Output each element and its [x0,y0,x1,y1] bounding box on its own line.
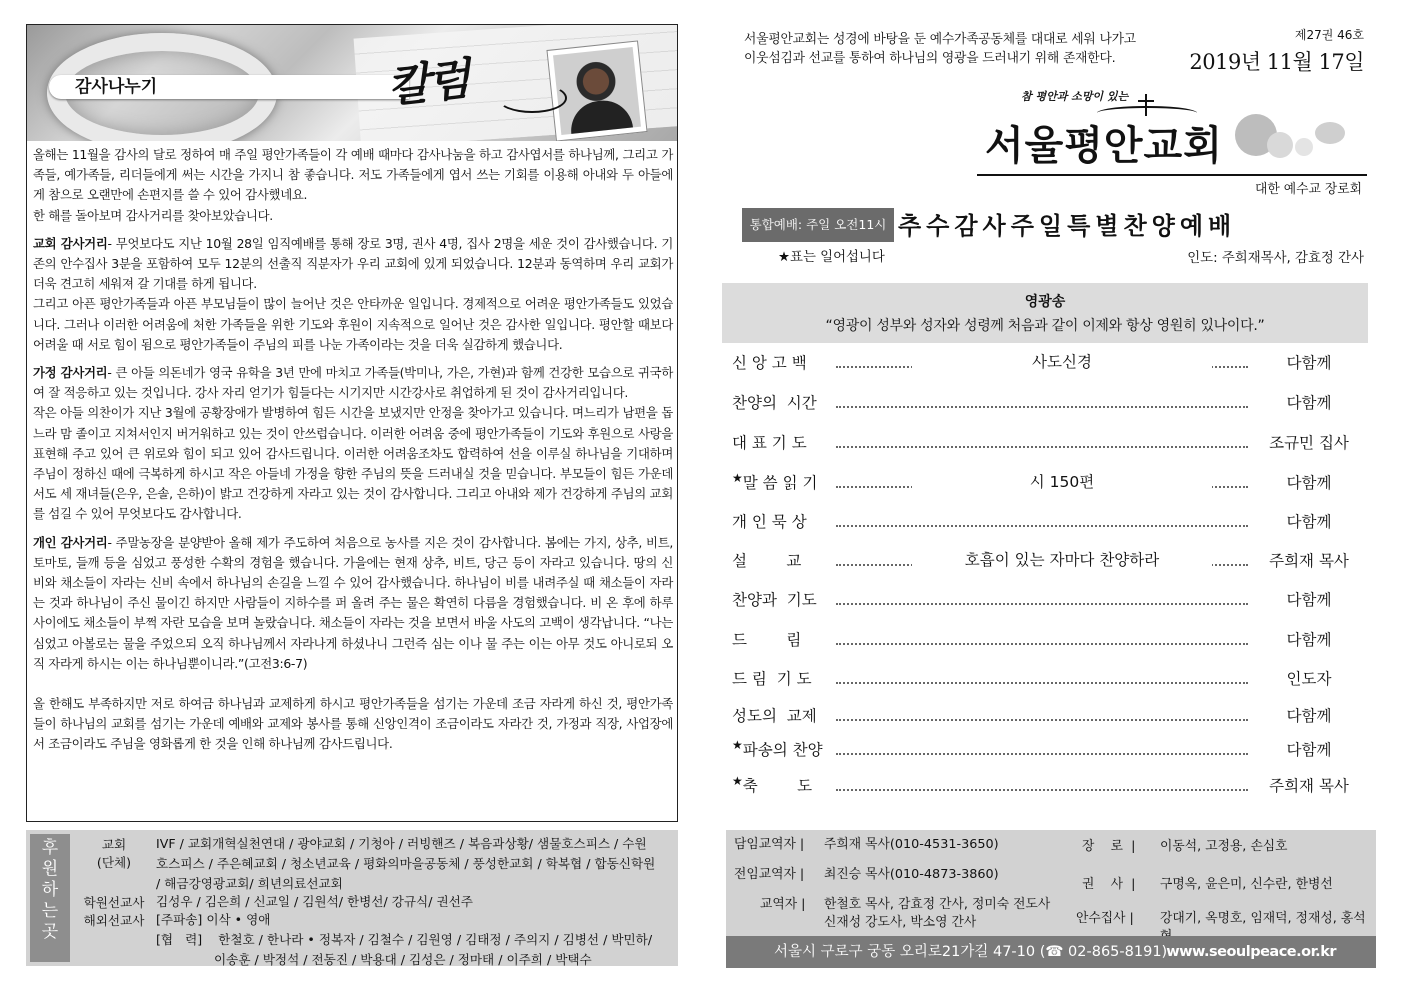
staff-value: 구명옥, 윤은미, 신수란, 한병선 [1160,877,1333,892]
church-name: 서울평안교회 [985,123,1223,169]
staff-label: 권 사 | [1082,877,1136,892]
family-heading: 가정 감사거리 [33,365,108,381]
staff-value: 한철호 목사, 감효정 간사, 정미숙 전도사 [824,897,1051,912]
missionary-label: 학원선교사 해외선교사 [83,895,145,928]
order-item-name: ★파송의 찬양 [732,738,823,759]
order-item-name: 개 인 묵 상 [732,513,807,531]
order-row [732,510,1368,538]
order-item-name: 찬양과 기도 [732,591,817,609]
family-paragraph-2: 작은 아들 의찬이가 지난 3월에 공황장애가 발병하여 힘든 시간을 보냈지만 안정을 찾아가고 있습니다. 며느리가 남편을 돕느라 맘 졸이고 지쳐서인지 버거워하고 있는 것이 안쓰럽습니다. 이러한 어려움 중에 평안가족들이 기도와 후원으로 사랑을 표현해 주고 있어 큰 위로와 힘이 되고 있어 감사드립니다. 이러한 어려움조차도 합력하여 선을 이루실 하나님을 기대하며 주님이 정하신 때에 극복하게 하시고 작은 아들네 가정을 향한 주님의 뜻을 드러내실 것을 믿습니다. 부모들이 힘든 가운데서도 세 재녀들(은우, 은솔, 은하)이 밝고 건강하게 자라고 있는 것이 감사합니다. 그리고 아내와 제가 건강하게 주님의 교회를 섬길 수 있어 무엇보다도 감사합니다. [33,405,673,522]
order-item-leader: 다함께 [1286,591,1332,609]
mission-statement: 서울평안교회는 성경에 바탕을 둔 예수가족공동체를 대대로 세워 나가고 이웃섬김과 선교를 통하여 하나님의 영광을 드러내기 위해 존재한다. [744,32,1136,66]
staff-label: 안수집사 | [1076,911,1134,926]
staff-label: 담임교역자 | [734,837,805,852]
order-row [732,628,1368,656]
bubble-decoration [1315,122,1345,144]
bubble-decoration [1267,132,1293,158]
order-row [732,774,1368,802]
staff-value: 신재성 강도사, 박소영 간사 [824,915,977,930]
order-item-detail: 시 150편 [912,470,1212,492]
staff-label: 장 로 | [1082,839,1136,854]
order-item-leader: 다함께 [1286,631,1332,649]
order-item-leader: 인도자 [1286,670,1332,688]
left-page [26,24,678,967]
order-row [732,549,1368,577]
cross-icon [1145,94,1147,116]
order-item-leader: 다함께 [1286,474,1332,492]
denomination: 대한 예수교 장로회 [1254,182,1362,197]
missionary-list-line: 이송훈 / 박정석 / 전동진 / 박용대 / 김성은 / 정마태 / 이주희 / 박택수 [214,952,592,967]
intro-paragraph: 올해는 11월을 감사의 달로 정하여 매 주일 평안가족들이 각 예배 때마다 감사나눔을 하고 감사엽서를 하나님께, 그리고 가족들, 예가족들, 리더들에게 써는 시간을 가지니 참 좋습니다. 저도 가족들에게 엽서 쓰는 기회를 이용해 아내와 두 아들에게 참으로 오랜만에 손편지를 쓸 수 있어 감사했네요. [33,147,673,203]
bubble-decoration [1295,138,1313,156]
church-heading: 교회 감사거리 [33,235,108,251]
personal-paragraph: 개인 감사거리- 주말농장을 분양받아 올해 제가 주도하여 처음으로 농사를 지은 것이 감사합니다. 봄에는 가지, 상추, 비트, 토마토, 들깨 등을 심었고 풍성한 수확의 경험을 했습니다. 가을에는 현재 상추, 비트, 당근 등이 자라고 있습니다. 땅의 신비와 채소들이 자라는 신비 속에서 하나님의 손길을 느낄 수 있어 감사했습니다. 하나님이 비를 내려주실 때 채소들이 자라는 것과 하나님이 주신 물이긴 하지만 사람들이 지하수를 퍼 올려 주는 물은 확연히 다름을 경험했습니다. 비 온 후에 하루 사이에도 채소들이 부쩍 자란 모습을 보며 놀랐습니다. 채소들이 자라는 것을 보면서 바울 사도의 고백이 생각납니다. “나는 심었고 아볼로는 물을 주었으되 오직 하나님께서 자라나게 하셨나니 그런즉 심는 이나 물 주는 이는 아무 것도 아니로되 오직 자라게 하시는 이는 하나님뿐이니라.”(고전3:6-7) [33,534,674,671]
leader-dots [836,643,1248,645]
leader-dots [836,525,1248,527]
church-paragraph-2: 그리고 아픈 평안가족들과 아픈 부모님들이 많이 늘어난 것은 안타까운 일입니다. 경제적으로 어려운 평안가족들도 있었습니다. 그러나 이러한 어려움에 처한 가족들을 위한 기도와 후원이 지속적으로 일어난 것은 감사한 일입니다. 평안할 때보다 어려울 때 서로 힘이 됨으로 평안가족들이 주님의 피를 나눈 가족이라는 것을 더욱 실감하게 했습니다. [33,296,673,352]
order-item-name: 드 림 [732,631,802,649]
staff-label: 전임교역자 | [734,867,805,882]
order-item-leader: 조규민 집사 [1269,434,1349,452]
order-row [732,667,1368,695]
church-paragraph: 교회 감사거리- 무엇보다도 지난 10월 28일 임직예배를 통해 장로 3명, 권사 4명, 집사 2명을 세운 것이 감사했습니다. 기존의 안수집사 3분을 포함하여 모두 12분의 선출직 직분자가 우리 교회에 있게 되었습니다. 12분과 동역하며 우리 교회가 더욱 견고히 세워져 갈 기대를 하게 됩니다. [33,235,674,292]
service-leaders: 인도: 주희재목사, 감효정 간사 [1187,251,1364,266]
star-icon: ★ [732,774,743,788]
column-script-title: 칼럼 [385,53,471,114]
order-row [732,738,1368,766]
church-logo [977,88,1367,178]
staff-value: 강대기, 옥명호, 임재덕, 정재성, 홍석 [1160,911,1366,926]
staff-box [726,830,1376,940]
gloria-text: “영광이 성부와 성자와 성령께 처음과 같이 이제와 항상 영원히 있나이다.” [825,318,1265,334]
missionary-list-line: 김성우 / 김은희 / 신교일 / 김원석/ 한병선/ 강규식/ 권선주 [156,894,473,909]
column-banner [27,25,677,141]
closing-paragraph: 올 한해도 부족하지만 저로 하여금 하나님과 교제하게 하시고 평안가족들을 섬기는 가운데 조금 자라게 하신 것, 평안가족들이 하나님의 교회를 섬기는 가운데 예배와 교제와 봉사를 통해 신앙인격이 조금이라도 자라간 것, 가정과 직장, 사업장에서 조금이라도 주님을 영화롭게 한 것을 인해 하나님께 감사드립니다. [33,696,673,752]
missionary-list-line: [협 력] 한철호 / 한나라 • 정복자 / 김철수 / 김원영 / 김태정 / 주의지 / 김병선 / 박민하/ [156,932,653,947]
missionary-list-line: [주파송] 이삭 • 영애 [156,912,271,927]
star-icon: ★ [732,738,743,752]
order-item-name: 대 표 기 도 [732,434,807,452]
bulletin-date: 2019년 11월 17일 [1189,50,1364,74]
order-item-leader: 다함께 [1286,513,1332,531]
order-item-name: 찬양의 시간 [732,394,817,412]
supported-organizations [26,830,678,966]
staff-value: 이동석, 고정용, 손심호 [1160,839,1288,854]
leader-dots [836,753,1248,755]
leader-dots [836,682,1248,684]
leader-dots [836,719,1248,721]
order-item-name: 드 림 기 도 [732,670,812,688]
leader-dots [836,446,1248,448]
logo-underline [977,174,1367,176]
leader-dots [836,406,1248,408]
order-row [732,431,1368,459]
church-list-line: 호스피스 / 주은혜교회 / 청소년교육 / 평화의마을공동체 / 풍성한교회 / 학복협 / 합동신학원 [156,856,656,871]
order-row [732,588,1368,616]
logo-slogan: 참 평안과 소망이 있는 [1021,90,1129,103]
column-box [26,24,678,822]
order-item-detail: 호흡이 있는 자마다 찬양하라 [912,548,1212,570]
order-item-name: 설 교 [732,552,802,570]
order-item-detail: 사도신경 [912,350,1212,372]
order-item-leader: 다함께 [1286,394,1332,412]
order-row [732,391,1368,419]
website-link[interactable]: www.seoulpeace.or.kr [1166,944,1336,960]
column-tag: 감사나누기 [49,75,409,99]
church-list-line: / 해금강영광교회/ 희년의료선교회 [156,876,343,891]
leader-dots [836,789,1248,791]
order-item-leader: 주희재 목사 [1269,777,1349,795]
order-item-name: ★축 도 [732,774,813,795]
order-item-name: ★말 씀 읽 기 [732,471,818,492]
order-item-name: 신 앙 고 백 [732,354,807,372]
order-item-leader: 다함께 [1286,354,1332,372]
gloria-title: 영광송 [1024,294,1066,310]
gloria-box [722,283,1368,343]
order-row [732,704,1368,732]
support-side-label: 후 원 하 는 곳 [30,834,70,962]
address-bar [726,936,1376,968]
service-title: 추수감사주일특별찬양예배 [898,211,1237,240]
church-label: 교회 (단체) [96,837,132,870]
order-item-name: 성도의 교제 [732,707,817,725]
issue-number: 제27권 46호 [1294,28,1364,42]
right-page [722,18,1370,968]
order-row [732,351,1368,379]
stand-note: ★표는 일어섭니다 [778,250,885,265]
order-item-leader: 다함께 [1286,741,1332,759]
column-body [33,145,673,755]
swirl-decoration [497,83,567,113]
church-address: 서울시 구로구 궁동 오리로21가길 47-10 (☎ 02-865-8191) [774,944,1168,960]
personal-heading: 개인 감사거리 [33,534,108,550]
service-time-tag: 통합예배: 주일 오전11시 [742,208,894,242]
leader-dots [836,603,1248,605]
order-item-leader: 주희재 목사 [1269,552,1349,570]
church-list-line: IVF / 교회개혁실천연대 / 광야교회 / 기청아 / 러빙핸즈 / 복음과상황/ 샘물호스피스 / 수원 [156,836,647,851]
staff-label: 교역자 | [760,897,806,912]
order-item-leader: 다함께 [1286,707,1332,725]
intro-paragraph: 한 해를 돌아보며 감사거리를 찾아보았습니다. [33,207,273,223]
order-row [732,471,1368,499]
family-paragraph: 가정 감사거리- 큰 아들 의돈네가 영국 유학을 3년 만에 마치고 가족들(박미나, 가은, 가현)과 함께 건강한 모습으로 귀국하여 잘 적응하고 있는 것입니다. 강사 자리 얻기가 힘들다는 시기지만 시간강사로 취업하게 된 것이 감사거리입니다. [33,365,674,401]
staff-value: 주희재 목사(010-4531-3650) [824,837,999,852]
staff-value: 최진승 목사(010-4873-3860) [824,867,999,882]
star-icon: ★ [732,471,743,485]
